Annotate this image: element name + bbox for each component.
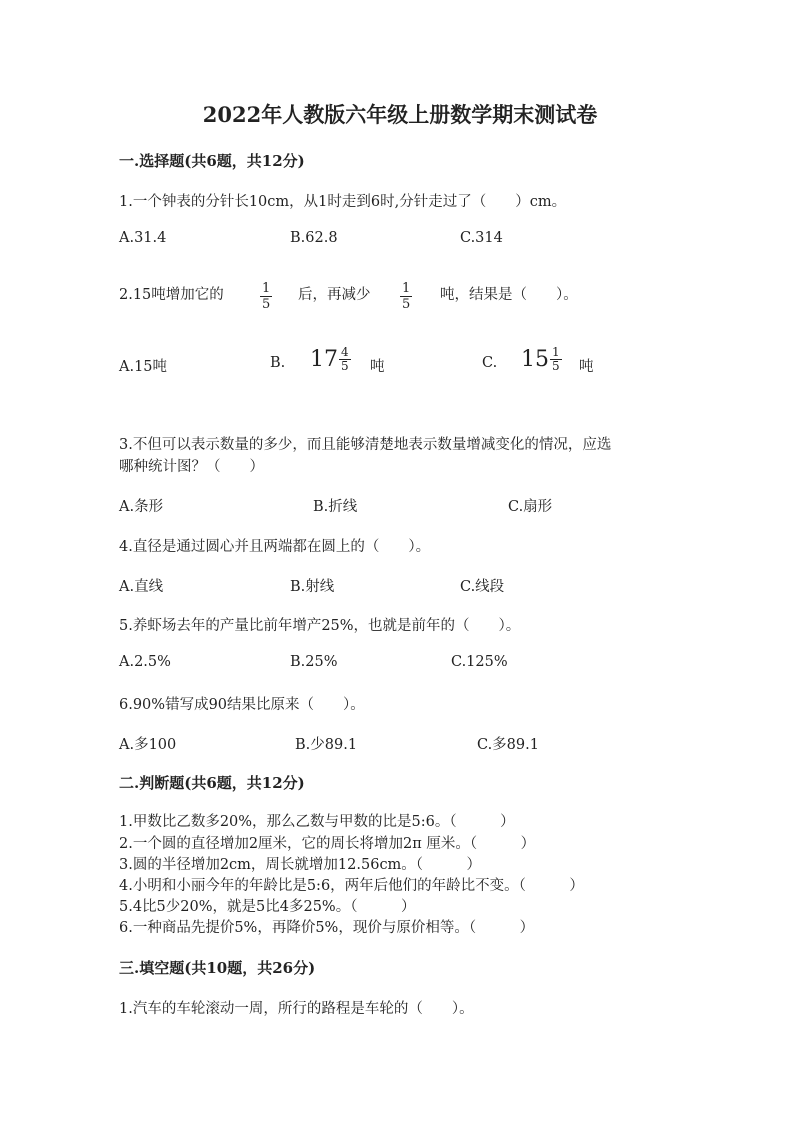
- option-a: A.2.5%: [119, 654, 171, 670]
- option-b-label: B.: [270, 355, 286, 371]
- question-2-prefix: 2.15吨增加它的: [119, 287, 224, 303]
- option-b: B.少89.1: [295, 737, 358, 753]
- option-c-unit: 吨: [579, 359, 594, 375]
- question-3-line2: 哪种统计图？（ ）: [119, 459, 264, 475]
- option-c: C.125%: [451, 654, 508, 670]
- option-b: B.射线: [290, 579, 335, 595]
- question-1: 1.一个钟表的分针长10cm，从1时走到6时,分针走过了（ ）cm。: [119, 194, 567, 210]
- section-heading-fill: 三.填空题(共10题，共26分): [119, 959, 316, 977]
- judge-item: 1.甲数比乙数多20%，那么乙数与甲数的比是5:6。（ ）: [119, 814, 515, 830]
- fraction-numerator: 1: [262, 281, 271, 296]
- fraction-numerator: 4: [341, 345, 349, 359]
- question-3-line1: 3.不但可以表示数量的多少，而且能够清楚地表示数量增减变化的情况，应选: [119, 437, 612, 453]
- option-a: A.31.4: [119, 230, 167, 246]
- fraction: [400, 277, 412, 312]
- mixed-whole: 15: [521, 347, 549, 372]
- judge-item: 3.圆的半径增加2cm，周长就增加12.56cm。（ ）: [119, 857, 482, 873]
- option-a: A.15吨: [119, 359, 168, 375]
- fraction-denominator: 5: [341, 359, 349, 373]
- judge-item: 6.一种商品先提价5%，再降价5%，现价与原价相等。（ ）: [119, 920, 535, 936]
- option-c-label: C.: [482, 355, 498, 371]
- option-c: C.多89.1: [477, 737, 539, 753]
- fill-question-1: 1.汽车的车轮滚动一周，所行的路程是车轮的（ ）。: [119, 1001, 474, 1017]
- judge-item: 5.4比5少20%，就是5比4多25%。（ ）: [119, 899, 416, 915]
- mixed-number: [521, 346, 562, 373]
- option-a: A.直线: [119, 579, 164, 595]
- fraction-numerator: 1: [552, 345, 560, 359]
- mixed-number: [310, 346, 351, 373]
- fraction-denominator: 5: [402, 297, 411, 312]
- option-c: C.线段: [460, 579, 505, 595]
- option-b: B.折线: [313, 499, 358, 515]
- question-5: 5.养虾场去年的产量比前年增产25%，也就是前年的（ ）。: [119, 618, 521, 634]
- mixed-whole: 17: [310, 347, 338, 372]
- judge-item: 4.小明和小丽今年的年龄比是5:6，两年后他们的年龄比不变。（ ）: [119, 878, 584, 894]
- option-c: C.扇形: [508, 499, 553, 515]
- option-c: C.314: [460, 230, 503, 246]
- fraction-denominator: 5: [262, 297, 271, 312]
- option-b-unit: 吨: [370, 359, 385, 375]
- option-b: B.62.8: [290, 230, 338, 246]
- section-heading-choice: 一.选择题(共6题，共12分): [119, 152, 305, 170]
- question-2-suffix: 吨，结果是（ ）。: [440, 287, 578, 303]
- question-4: 4.直径是通过圆心并且两端都在圆上的（ ）。: [119, 539, 431, 555]
- fraction-denominator: 5: [552, 359, 560, 373]
- page-title: 2022年人教版六年级上册数学期末测试卷: [202, 102, 598, 127]
- option-a: A.条形: [119, 499, 164, 515]
- option-a: A.多100: [119, 737, 177, 753]
- question-2-middle: 后，再减少: [298, 287, 371, 303]
- fraction-numerator: 1: [402, 281, 411, 296]
- option-b: B.25%: [290, 654, 338, 670]
- fraction: [260, 277, 272, 312]
- judge-item: 2.一个圆的直径增加2厘米，它的周长将增加2π 厘米。（ ）: [119, 836, 536, 852]
- section-heading-judge: 二.判断题(共6题，共12分): [119, 774, 305, 792]
- question-6: 6.90%错写成90结果比原来（ ）。: [119, 697, 365, 713]
